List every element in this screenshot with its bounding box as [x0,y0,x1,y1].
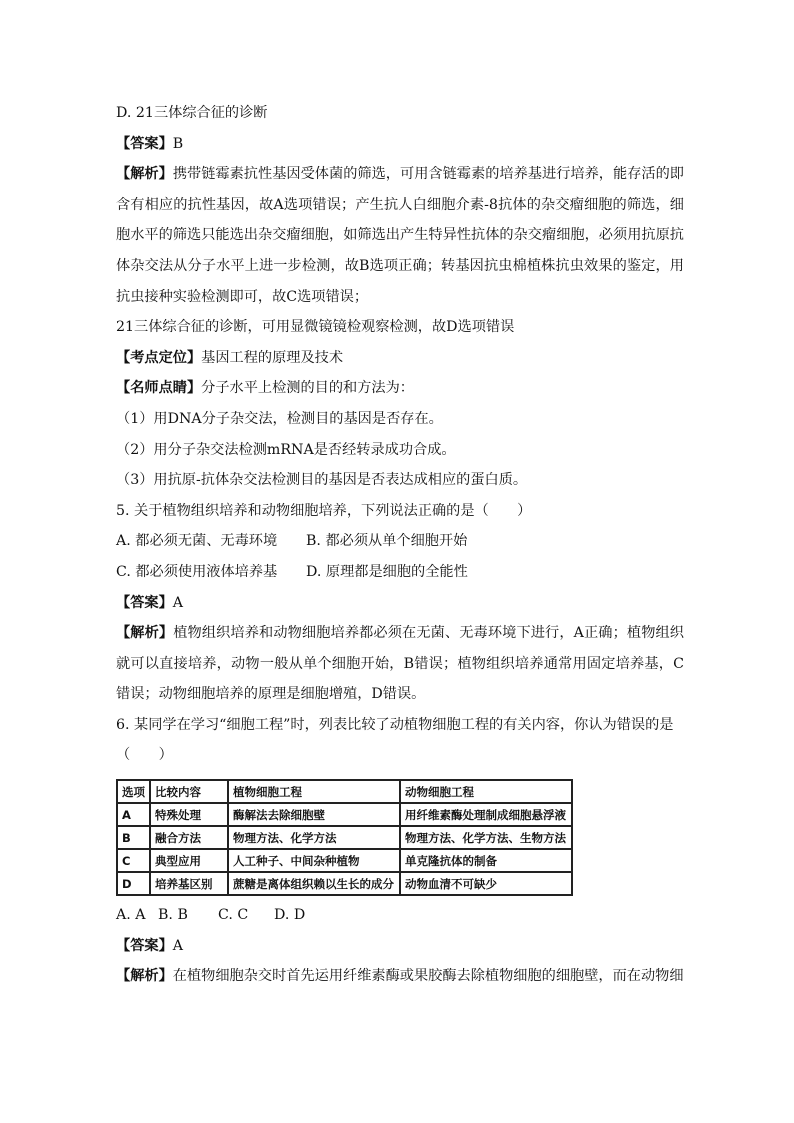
table-cell: 单克隆抗体的制备 [400,849,572,872]
table-header-cell: 植物细胞工程 [228,780,400,803]
q5-stem: 5. 关于植物组织培养和动物细胞培养，下列说法正确的是（ ） [116,502,532,519]
table-cell: 人工种子、中间杂种植物 [228,849,400,872]
table-cell: 物理方法、化学方法 [228,826,400,849]
q5-option-b: B. 都必须从单个细胞开始 [306,533,468,550]
q4-kaodian [116,343,684,374]
table-header-cell: 选项 [117,780,150,803]
analysis-text: 植物组织培养和动物细胞培养都必须在无菌、无毒环境下进行，A正确；植物组织就可以直接培养，动物一般从单个细胞开始，B错误；植物组织培养通常用固定培养基，C错误；动物细胞培养的原理是细胞增殖，D错误。 [116,625,684,703]
comparison-table-wrap [116,779,684,896]
table-cell: 典型应用 [150,849,228,872]
mingshi-text: 分子水平上检测的目的和方法为： [201,380,414,397]
q4-point-3: （3）用抗原-抗体杂交法检测目的基因是否表达成相应的蛋白质。 [116,472,528,489]
q4-point-1: （1）用DNA分子杂交法，检测目的基因是否存在。 [116,410,443,427]
q5-options-row-2 [116,557,684,588]
mingshi-tag: 【名师点睛】 [116,380,202,397]
document-page [116,98,684,992]
q4-mingshi [116,373,684,404]
q4-point-2: （2）用分子杂交法检测mRNA是否经转录成功合成。 [116,441,456,458]
table-cell: 蔗糖是离体组织赖以生长的成分 [228,872,400,895]
q6-option-a: A. A [116,907,146,924]
q5-option-a: A. 都必须无菌、无毒环境 [116,533,278,550]
answer-tag: 【答案】 [116,135,173,152]
table-row [117,803,572,826]
answer-value: A [172,937,184,954]
analysis-tag: 【解析】 [116,166,173,183]
q6-stem-cont: （ ） [116,747,173,764]
table-header-cell: 比较内容 [150,780,228,803]
analysis-tag: 【解析】 [116,625,174,642]
comparison-table [116,779,573,896]
table-row [117,849,572,872]
q6-stem: 6. 某同学在学习“细胞工程”时，列表比较了动植物细胞工程的有关内容，你认为错误的是 [116,716,674,733]
q6-options-row [116,900,684,931]
kaodian-tag: 【考点定位】 [116,349,202,366]
table-row [117,872,572,895]
q5-answer [116,588,684,619]
q6-answer [116,931,684,962]
q4-answer [116,129,684,160]
q6-analysis [116,961,684,992]
analysis-text: 在植物细胞杂交时首先运用纤维素酶或果胶酶去除植物细胞的细胞壁，而在动物细 [172,968,684,985]
q5-options-row-1 [116,526,684,557]
q4-analysis [116,159,684,312]
table-cell: 培养基区别 [150,872,228,895]
q5-option-d: D. 原理都是细胞的全能性 [306,563,468,580]
table-cell: 动物血清不可缺少 [400,872,572,895]
table-cell: 特殊处理 [150,803,228,826]
table-cell: A [117,803,150,826]
q5-option-c: C. 都必须使用液体培养基 [116,563,278,580]
answer-tag: 【答案】 [116,594,173,611]
q6-option-c: C. C [218,907,249,924]
table-cell: C [117,849,150,872]
answer-value: B [172,135,184,152]
q6-option-b: B. B [158,907,188,924]
table-cell: 酶解法去除细胞壁 [228,803,400,826]
answer-tag: 【答案】 [116,937,173,954]
kaodian-text: 基因工程的原理及技术 [201,349,344,366]
table-cell: 物理方法、化学方法、生物方法 [400,826,572,849]
analysis-text: 携带链霉素抗性基因受体菌的筛选，可用含链霉素的培养基进行培养，能存活的即含有相应的抗性基因，故A选项错误；产生抗人白细胞介素-8抗体的杂交瘤细胞的筛选，细胞水平的筛选只能选出杂交瘤细胞，如筛选出产生特异性抗体的杂交瘤细胞，必须用抗原抗体杂交法从分子水平上进一步检测，故B选项正确；转基因抗虫棉植株抗虫效果的鉴定，用抗虫接种实验检测即可，故C选项错误； [116,166,684,305]
analysis-tag: 【解析】 [116,968,173,985]
table-cell: B [117,826,150,849]
answer-value: A [172,594,184,611]
table-header-cell: 动物细胞工程 [400,780,572,803]
q5-analysis [116,618,684,710]
q6-option-d: D. D [274,907,306,924]
table-header-row [117,780,572,803]
table-cell: 融合方法 [150,826,228,849]
table-row [117,826,572,849]
q4-analysis-cont: 21三体综合征的诊断，可用显微镜镜检观察检测，故D选项错误 [116,319,515,336]
table-cell: 用纤维素酶处理制成细胞悬浮液 [400,803,572,826]
table-cell: D [117,872,150,895]
q4-option-d: D. 21三体综合征的诊断 [116,105,268,121]
